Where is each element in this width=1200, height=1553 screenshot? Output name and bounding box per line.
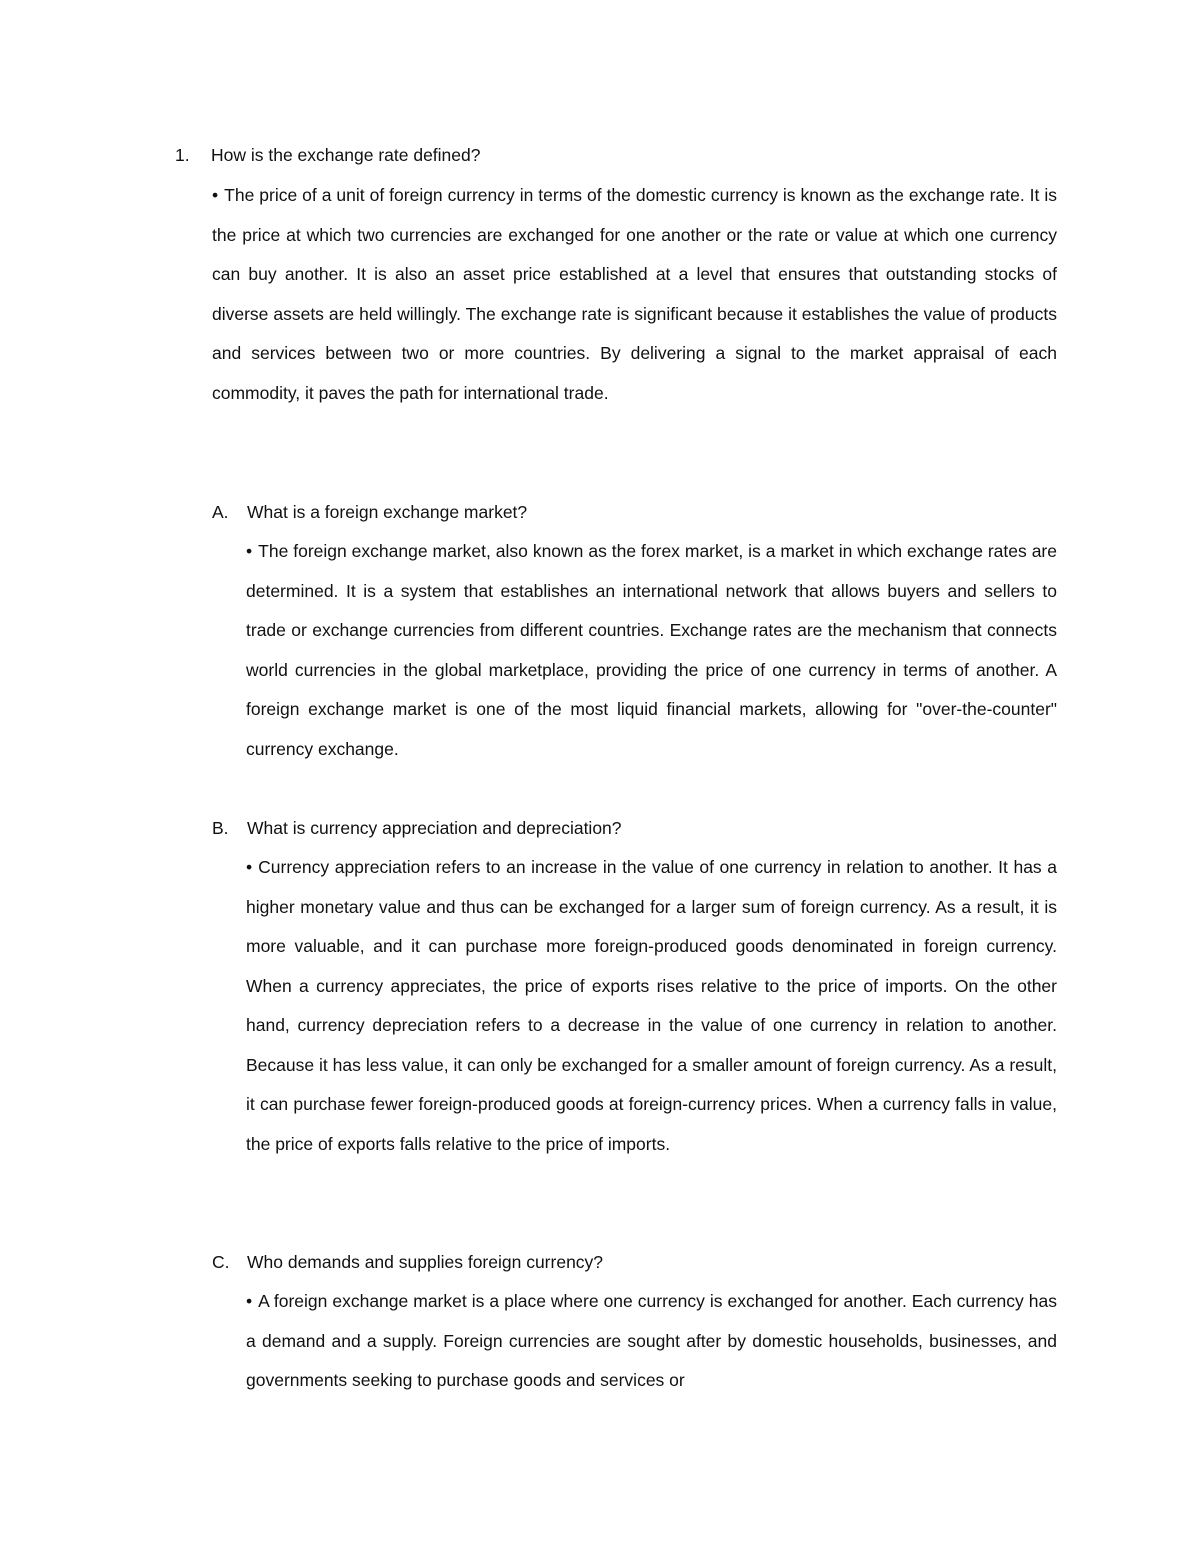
- section-c-marker: C.: [212, 1252, 230, 1272]
- section-c-answer-text: A foreign exchange market is a place where one currency is exchanged for another. Each currency has a demand and a supply. Foreign currencies are sought after by domestic households, businesses, and governments seeking to purchase goods and services or: [246, 1291, 1057, 1390]
- question-1-answer: [212, 176, 1057, 413]
- section-a-answer-text: The foreign exchange market, also known as the forex market, is a market in which exchange rates are determined. It is a system that establishes an international network that allows buyers and sellers to trade or exchange currencies from different countries. Exchange rates are the mechanism that connects world currencies in the global marketplace, providing the price of one currency in terms of another. A foreign exchange market is one of the most liquid financial markets, allowing for "over-the-counter" currency exchange.: [246, 541, 1057, 759]
- bullet-icon: •: [246, 857, 253, 877]
- section-c-text: Who demands and supplies foreign currency?: [247, 1252, 604, 1272]
- section-a-answer: [246, 532, 1057, 769]
- bullet-icon: •: [246, 1291, 253, 1311]
- section-b-text: What is currency appreciation and depreciation?: [247, 818, 622, 838]
- section-c-answer: [246, 1282, 1057, 1401]
- section-b-heading: [212, 817, 622, 839]
- section-a-text: What is a foreign exchange market?: [247, 502, 528, 522]
- section-b-marker: B.: [212, 818, 229, 838]
- bullet-icon: •: [212, 185, 219, 205]
- question-1-answer-text: The price of a unit of foreign currency in terms of the domestic currency is known as the exchange rate. It is the price at which two currencies are exchanged for one another or the rate or value at which one currency can buy another. It is also an asset price established at a level that ensures that outstanding stocks of diverse assets are held willingly. The exchange rate is significant because it establishes the value of products and services between two or more countries. By delivering a signal to the market appraisal of each commodity, it paves the path for international trade.: [212, 185, 1057, 403]
- question-1-text: How is the exchange rate defined?: [211, 145, 481, 165]
- bullet-icon: •: [246, 541, 253, 561]
- section-b-answer: [246, 848, 1057, 1164]
- question-1-heading: [175, 144, 480, 166]
- section-c-heading: [212, 1251, 603, 1273]
- section-a-marker: A.: [212, 502, 229, 522]
- question-1-number: 1.: [175, 145, 190, 165]
- section-b-answer-text: Currency appreciation refers to an increase in the value of one currency in relation to another. It has a higher monetary value and thus can be exchanged for a larger sum of foreign currency. As a result, it is more valuable, and it can purchase more foreign-produced goods denominated in foreign currency. When a currency appreciates, the price of exports rises relative to the price of imports. On the other hand, currency depreciation refers to a decrease in the value of one currency in relation to another. Because it has less value, it can only be exchanged for a smaller amount of foreign currency. As a result, it can purchase fewer foreign-produced goods at foreign-currency prices. When a currency falls in value, the price of exports falls relative to the price of imports.: [246, 857, 1057, 1154]
- section-a-heading: [212, 501, 527, 523]
